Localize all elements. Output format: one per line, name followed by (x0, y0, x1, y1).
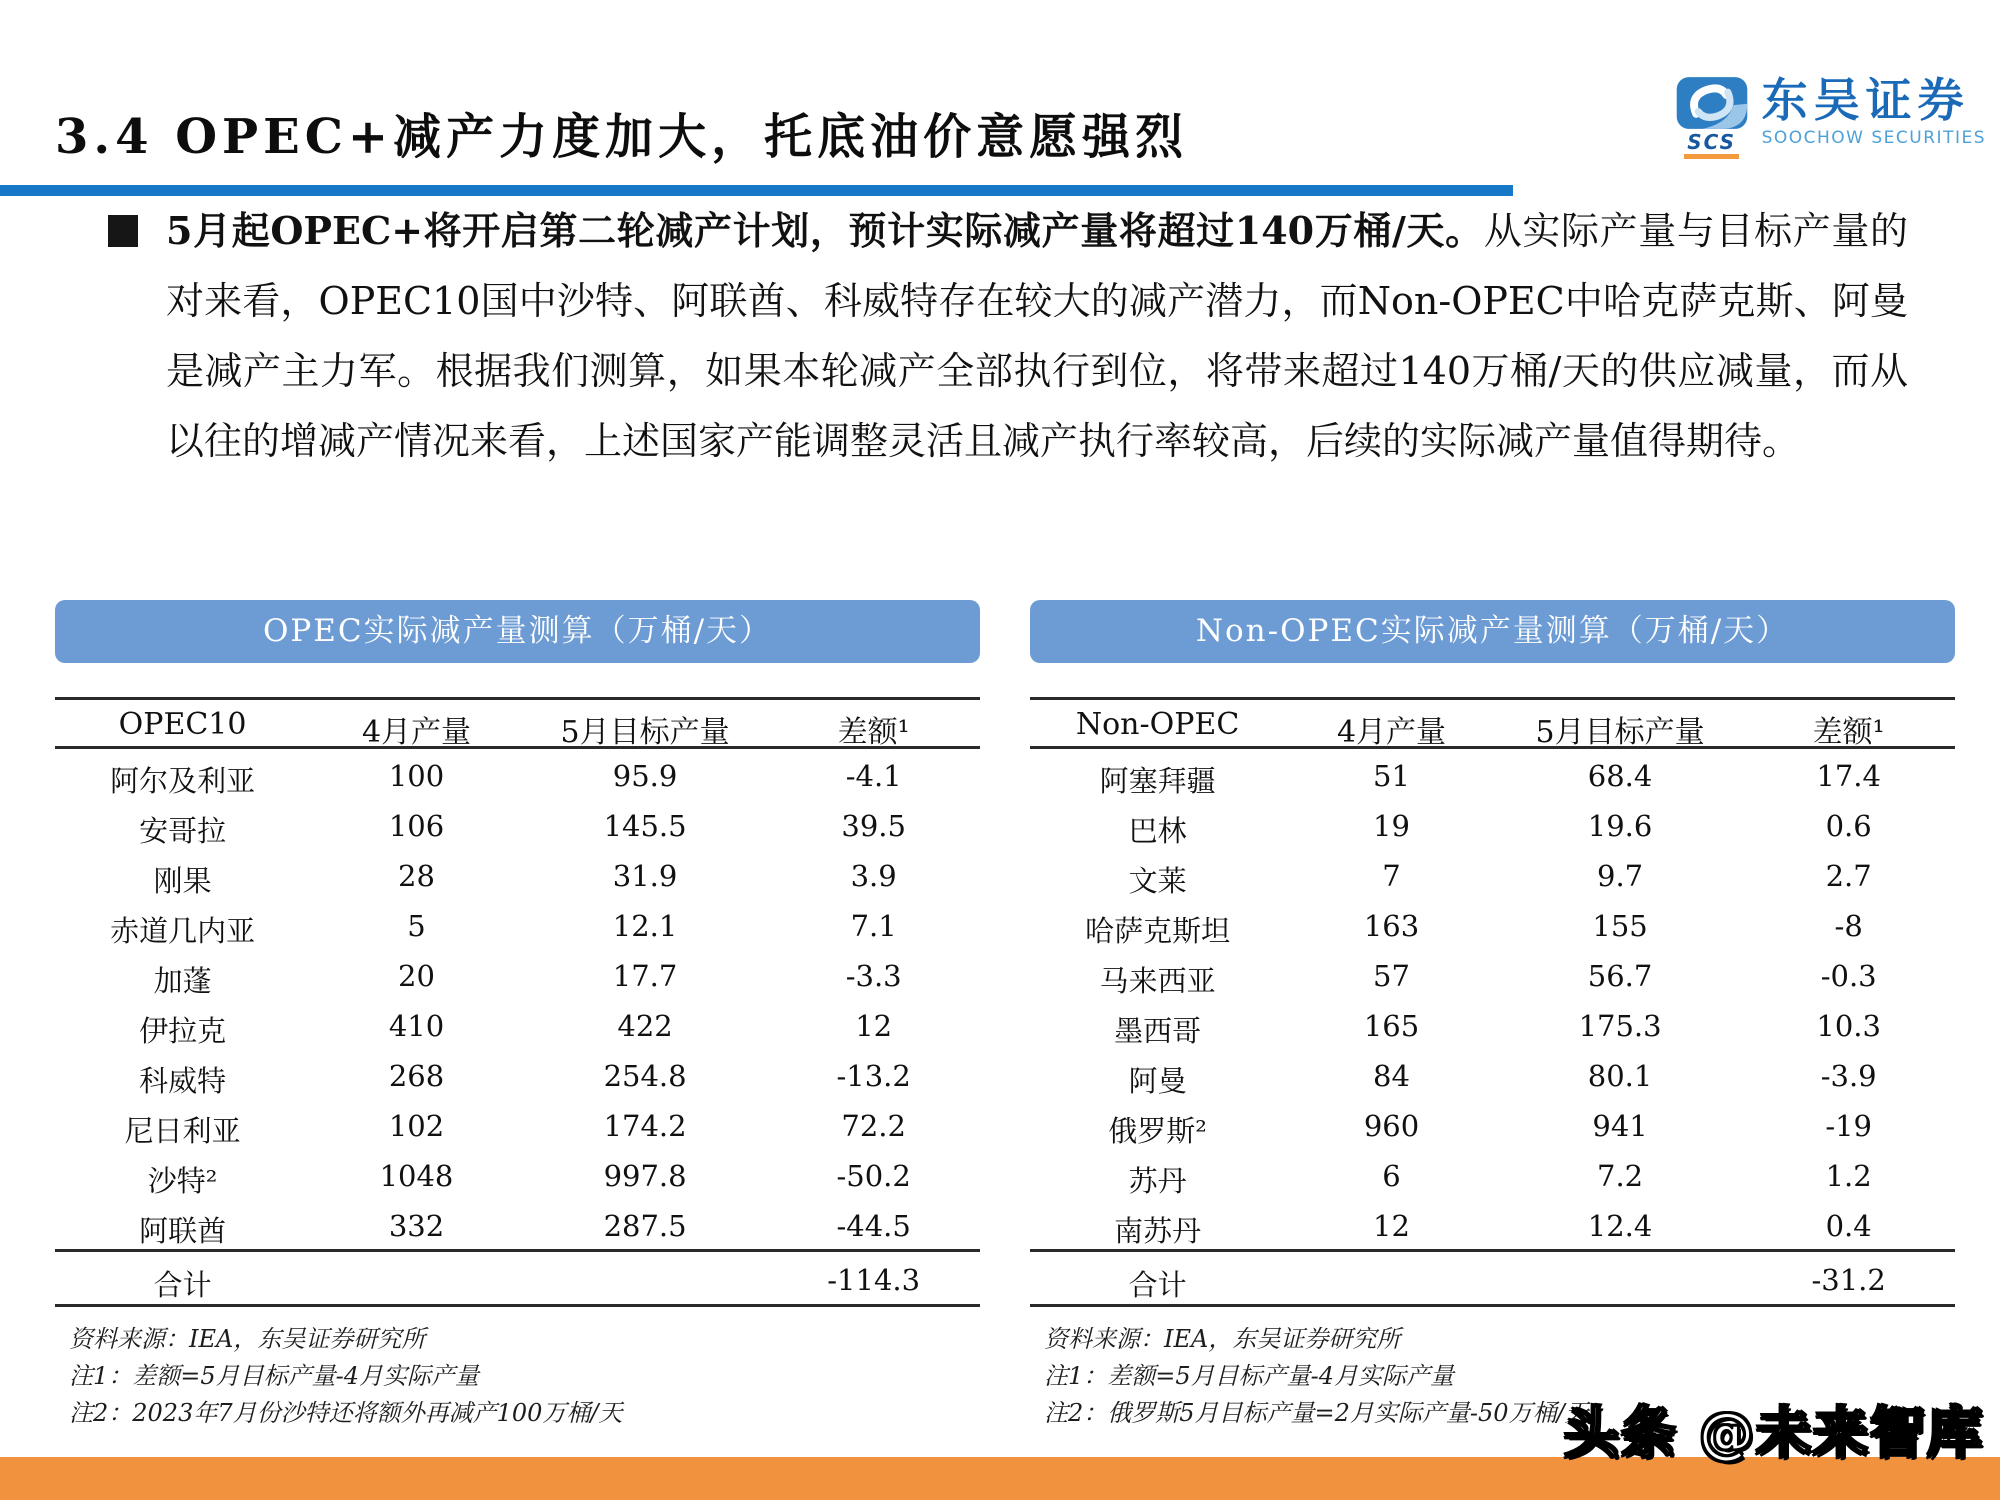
table-cell: 加蓬 (153, 964, 212, 998)
table-cell (1285, 1252, 1498, 1304)
table-cell: 南苏丹 (1114, 1214, 1202, 1248)
table-cell: 39.5 (841, 809, 906, 843)
table-cell: 文莱 (1128, 864, 1187, 898)
watermark: 头条 @未来智库 (1563, 1401, 1984, 1465)
table-total-row (55, 1249, 980, 1307)
footnote-2: 注2：俄罗斯5月目标产量=2月实际产量-50万桶/天 (1044, 1399, 1589, 1427)
table-row (1030, 799, 1955, 849)
table-cell: 174.2 (603, 1109, 687, 1143)
table-total-row (1030, 1249, 1955, 1307)
bullet-icon (108, 215, 138, 247)
table-cell: 科威特 (139, 1064, 227, 1098)
table-row (1030, 849, 1955, 899)
footnote-1: 注1：差额=5月目标产量-4月实际产量 (1044, 1362, 1455, 1390)
table-cell: 1.2 (1825, 1159, 1872, 1193)
table-cell: 6 (1382, 1159, 1401, 1193)
soochow-securities-logo (1676, 73, 1986, 159)
table-cell: 7 (1382, 859, 1401, 893)
table-cell: -3.9 (1820, 1059, 1877, 1093)
footnote-2: 注2：2023年7月份沙特还将额外再减产100万桶/天 (69, 1399, 623, 1427)
non-opec-table-grid (1030, 697, 1955, 1307)
table-cell: 102 (388, 1109, 445, 1143)
table-cell: -50.2 (836, 1159, 911, 1193)
column-header: 4月产量 (361, 715, 472, 746)
table-cell: 俄罗斯² (1108, 1114, 1207, 1148)
table-cell: 422 (617, 1009, 673, 1043)
table-row (55, 749, 980, 799)
table-cell: 9.7 (1597, 859, 1644, 893)
table-cell: 合计 (1128, 1268, 1187, 1302)
table-header-row (55, 700, 980, 749)
footnote-1: 注1：差额=5月目标产量-4月实际产量 (69, 1362, 480, 1390)
table-cell: 145.5 (603, 809, 687, 843)
table-cell: 106 (388, 809, 445, 843)
table-cell: 287.5 (603, 1209, 687, 1243)
title-divider (0, 185, 1513, 196)
table-row (55, 1149, 980, 1199)
logo-name-cn: 东吴证券 (1761, 73, 1970, 127)
table-cell: 254.8 (603, 1059, 687, 1093)
logo-name-en: SOOCHOW SECURITIES (1761, 128, 1986, 149)
table-header-row (1030, 700, 1955, 749)
column-header: 5月目标产量 (1535, 715, 1705, 746)
table-cell: 997.8 (603, 1159, 687, 1193)
table-cell: 51 (1373, 759, 1410, 793)
soochow-logo-icon (1676, 76, 1748, 130)
table-cell: 332 (388, 1209, 445, 1243)
table-row (55, 799, 980, 849)
table-row (1030, 1099, 1955, 1149)
table-cell: -114.3 (827, 1263, 921, 1297)
table-cell: 尼日利亚 (124, 1114, 241, 1148)
table-cell: 阿塞拜疆 (1099, 764, 1216, 798)
tables-section (0, 600, 2000, 1432)
logo-mark (1676, 76, 1748, 159)
opec-table-notes (55, 1321, 980, 1432)
table-cell: 72.2 (841, 1109, 906, 1143)
table-cell: 哈萨克斯坦 (1085, 914, 1231, 948)
table-cell: 3.9 (850, 859, 897, 893)
table-cell: 苏丹 (1128, 1164, 1187, 1198)
table-cell: 57 (1373, 959, 1410, 993)
table-cell: 安哥拉 (139, 814, 227, 848)
table-cell: 95.9 (612, 759, 678, 793)
table-row (55, 1199, 980, 1249)
table-cell: 268 (388, 1059, 445, 1093)
table-cell: 12.1 (612, 909, 678, 943)
non-opec-table-title: Non-OPEC实际减产量测算（万桶/天） (1030, 600, 1955, 663)
table-cell: -0.3 (1820, 959, 1877, 993)
table-row (55, 899, 980, 949)
table-row (55, 1049, 980, 1099)
summary-lead-bold: 5月起OPEC+将开启第二轮减产计划，预计实际减产量将超过140万桶/天。 (166, 208, 1484, 253)
table-cell: 68.4 (1587, 759, 1653, 793)
table-cell: -8 (1834, 909, 1863, 943)
table-cell: 沙特² (147, 1164, 218, 1198)
summary-paragraph (108, 196, 1908, 476)
table-cell: 马来西亚 (1099, 964, 1216, 998)
table-cell: 84 (1373, 1059, 1410, 1093)
table-cell: -13.2 (836, 1059, 911, 1093)
table-row (1030, 999, 1955, 1049)
table-cell: 100 (388, 759, 445, 793)
page-title: 3.4 OPEC+减产力度加大，托底油价意愿强烈 (55, 109, 1189, 166)
table-cell: 19 (1373, 809, 1410, 843)
table-row (55, 1099, 980, 1149)
table-cell: 941 (1592, 1109, 1648, 1143)
table-cell: 175.3 (1578, 1009, 1662, 1043)
table-cell: 28 (398, 859, 435, 893)
column-header: 差额¹ (837, 715, 910, 746)
table-cell: 17.4 (1816, 759, 1881, 793)
table-cell: 伊拉克 (139, 1014, 227, 1048)
logo-text (1761, 73, 1986, 149)
table-cell: -19 (1825, 1109, 1873, 1143)
table-cell: 12 (1373, 1209, 1410, 1243)
table-cell: -44.5 (836, 1209, 911, 1243)
table-cell: 阿曼 (1128, 1064, 1187, 1098)
table-cell: 合计 (153, 1268, 212, 1302)
table-cell: 墨西哥 (1114, 1014, 1202, 1048)
table-cell: 19.6 (1587, 809, 1653, 843)
column-header: 5月目标产量 (560, 715, 730, 746)
table-row (1030, 899, 1955, 949)
table-cell: 165 (1363, 1009, 1420, 1043)
table-cell: 1048 (379, 1159, 454, 1193)
table-cell: 12 (855, 1009, 893, 1043)
table-row (1030, 1199, 1955, 1249)
table-cell: 阿联酋 (139, 1214, 227, 1248)
table-cell: 阿尔及利亚 (110, 764, 256, 798)
non-opec-table (1030, 600, 1955, 1432)
table-row (55, 999, 980, 1049)
source-note: 资料来源：IEA，东吴证券研究所 (69, 1325, 426, 1353)
table-row (1030, 949, 1955, 999)
table-cell: 56.7 (1587, 959, 1653, 993)
table-cell: 刚果 (153, 864, 212, 898)
table-row (1030, 1149, 1955, 1199)
table-cell: 80.1 (1587, 1059, 1653, 1093)
table-cell: 960 (1363, 1109, 1420, 1143)
table-cell: 7.2 (1597, 1159, 1644, 1193)
table-cell: 410 (388, 1009, 445, 1043)
column-header: OPEC10 (118, 707, 247, 742)
table-cell: 巴林 (1128, 814, 1187, 848)
table-cell (523, 1252, 768, 1304)
table-cell (310, 1252, 523, 1304)
table-cell: 20 (398, 959, 435, 993)
table-cell: 10.3 (1816, 1009, 1881, 1043)
table-cell: -31.2 (1811, 1263, 1886, 1297)
table-cell: 17.7 (612, 959, 678, 993)
table-cell: 163 (1363, 909, 1420, 943)
table-row (1030, 749, 1955, 799)
summary-body: 从实际产量与目标产量的对来看，OPEC10国中沙特、阿联酋、科威特存在较大的减产潜力，而Non-OPEC中哈克萨克斯、阿曼是减产主力军。根据我们测算，如果本轮减产全部执行到位，将带来超过140万桶/天的供应减量，而从以往的增减产情况来看，上述国家产能调整灵活且减产执行率较高，后续的实际减产量值得期待。 (166, 209, 1908, 463)
table-row (1030, 1049, 1955, 1099)
table-row (55, 949, 980, 999)
table-cell: 赤道几内亚 (110, 914, 256, 948)
source-note: 资料来源：IEA，东吴证券研究所 (1044, 1325, 1401, 1353)
table-cell: -3.3 (845, 959, 902, 993)
table-row (55, 849, 980, 899)
table-cell: 2.7 (1825, 859, 1872, 893)
table-cell: 0.6 (1825, 809, 1872, 843)
column-header: 4月产量 (1336, 715, 1447, 746)
logo-abbr: SCS (1684, 132, 1739, 159)
opec-table-grid (55, 697, 980, 1307)
table-cell: 5 (407, 909, 426, 943)
table-cell: 0.4 (1825, 1209, 1872, 1243)
table-cell: 12.4 (1587, 1209, 1653, 1243)
table-cell: -4.1 (845, 759, 902, 793)
column-header: 差额¹ (1812, 715, 1885, 746)
column-header: Non-OPEC (1075, 707, 1240, 742)
opec-table-title: OPEC实际减产量测算（万桶/天） (55, 600, 980, 663)
table-cell: 155 (1592, 909, 1648, 943)
opec-table (55, 600, 980, 1432)
table-cell (1498, 1252, 1743, 1304)
table-cell: 31.9 (612, 859, 678, 893)
table-cell: 7.1 (850, 909, 897, 943)
